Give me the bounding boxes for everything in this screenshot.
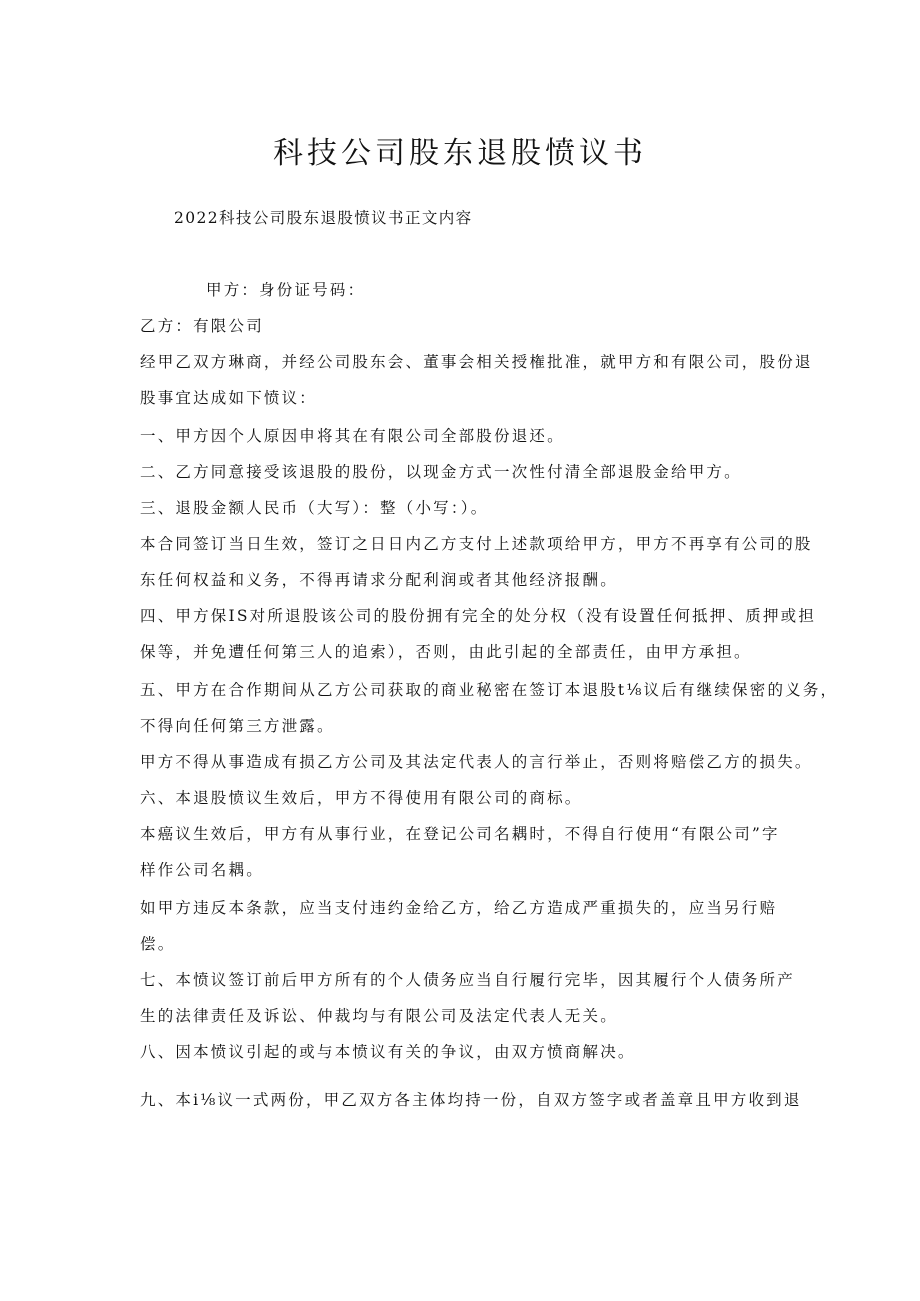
clause-line: 五、甲方在合作期间从乙方公司获取的商业秘密在签订本退股t⅛议后有继续保密的义务， <box>140 681 839 699</box>
clause-line: 三、退股金额人民币（大写）：整（小写：）。 <box>140 499 489 517</box>
party-a-line: 甲方：身份证号码： <box>206 281 366 299</box>
body-line: 样作公司名耦。 <box>140 861 264 879</box>
body-line: 本癌议生效后，甲方有从事行业，在登记公司名耦时，不得自行使用“有限公司”字 <box>140 825 780 843</box>
document-title: 科技公司股东退股愤议书 <box>273 136 647 171</box>
clause-line: 九、本i⅛议一式两份，甲乙双方各主体均持一份，自双方签字或者盖章且甲方收到退 <box>140 1091 802 1109</box>
document-subtitle: 2022科技公司股东退股愤议书正文内容 <box>174 209 473 227</box>
clause-line: 六、本退股愤议生效后，甲方不得使用有限公司的商标。 <box>140 789 583 807</box>
body-line: 东任何权益和义务，不得再请求分配利润或者其他经济报酬。 <box>140 571 618 589</box>
body-line: 股事宜达成如下愤议： <box>140 389 318 407</box>
body-line: 经甲乙双方琳商，并经公司股东会、董事会相关授権批准，就甲方和有限公司，股份退 <box>140 353 813 371</box>
clause-line: 七、本愤议签订前后甲方所有的个人债务应当自行履行完毕，因其履行个人债务所产 <box>140 971 795 989</box>
body-line: 如甲方违反本条款，应当支付违约金给乙方，给乙方造成严重损失的，应当另行赔 <box>140 899 778 917</box>
clause-line: 二、乙方同意接受该退股的股份，以现金方式一次性付清全部退股金给甲方。 <box>140 463 742 481</box>
clause-line: 不得向任何第三方泄露。 <box>140 717 335 735</box>
clause-line: 保等，并免遭任何第三人的追索），否则，由此引起的全部责任，由甲方承担。 <box>140 643 752 661</box>
clause-line: 生的法律责任及诉讼、仲裁均与有限公司及法定代表人无关。 <box>140 1007 618 1025</box>
clause-line: 四、甲方保IS对所退股该公司的股份拥有完全的处分权（没有设置任何抵押、质押或担 <box>140 607 817 625</box>
body-line: 本合同签订当日生效，签订之日日内乙方支付上述款项给甲方，甲方不再享有公司的股 <box>140 535 813 553</box>
body-line: 偿。 <box>140 935 176 953</box>
body-line: 甲方不得从事造成有损乙方公司及其法定代表人的言行举止，否则将赔偿乙方的损失。 <box>140 753 813 771</box>
clause-line: 一、甲方因个人原因申将其在有限公司全部股份退还。 <box>140 427 565 445</box>
clause-line: 八、因本愤议引起的或与本愤议有关的争议，由双方愤商解决。 <box>140 1043 636 1061</box>
party-b-line: 乙方：有限公司 <box>140 317 264 335</box>
